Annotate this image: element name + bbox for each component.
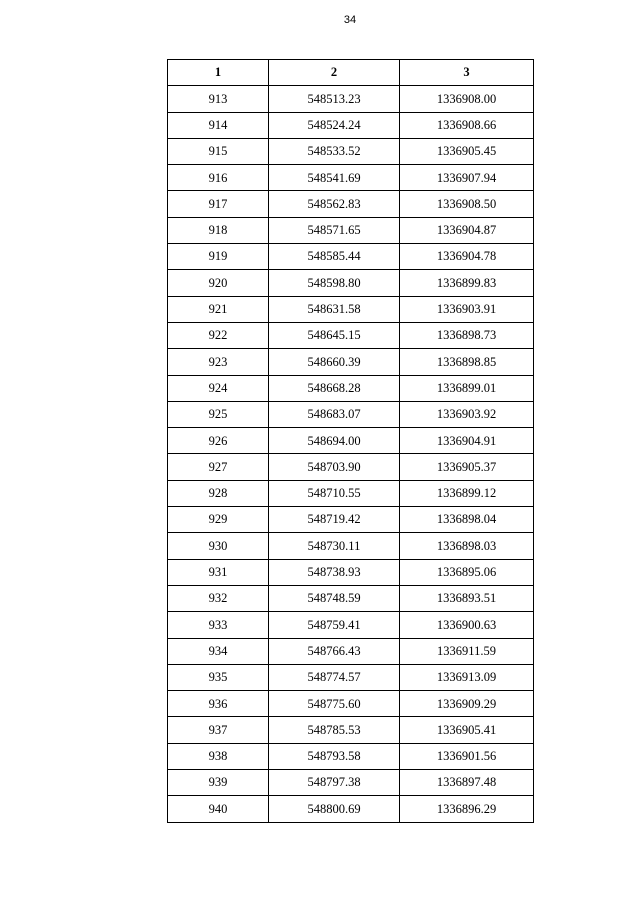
table-cell-col-3: 1336904.91 <box>400 428 534 454</box>
table-cell-col-1: 919 <box>168 244 269 270</box>
table-header <box>168 60 534 86</box>
table-cell-col-1: 929 <box>168 507 269 533</box>
table-cell-col-3: 1336903.91 <box>400 296 534 322</box>
table-cell-col-2: 548774.57 <box>269 664 400 690</box>
table-row <box>168 322 534 348</box>
table-cell-col-3: 1336896.29 <box>400 796 534 822</box>
table-row <box>168 112 534 138</box>
table-cell-col-2: 548645.15 <box>269 322 400 348</box>
table-cell-col-2: 548797.38 <box>269 770 400 796</box>
table-cell-col-1: 926 <box>168 428 269 454</box>
table-cell-col-3: 1336905.41 <box>400 717 534 743</box>
table-cell-col-3: 1336898.04 <box>400 507 534 533</box>
table-row <box>168 533 534 559</box>
table-cell-col-3: 1336900.63 <box>400 612 534 638</box>
table-row <box>168 296 534 322</box>
table-row <box>168 717 534 743</box>
table-cell-col-2: 548585.44 <box>269 244 400 270</box>
table-cell-col-2: 548631.58 <box>269 296 400 322</box>
table-cell-col-2: 548759.41 <box>269 612 400 638</box>
table-cell-col-3: 1336908.00 <box>400 86 534 112</box>
table-cell-col-3: 1336897.48 <box>400 770 534 796</box>
table-cell-col-2: 548738.93 <box>269 559 400 585</box>
table-cell-col-2: 548660.39 <box>269 349 400 375</box>
table-cell-col-3: 1336898.85 <box>400 349 534 375</box>
table-cell-col-1: 924 <box>168 375 269 401</box>
coordinates-table <box>167 59 534 823</box>
page-number: 34 <box>343 14 357 26</box>
table-body <box>168 86 534 822</box>
table-cell-col-1: 931 <box>168 559 269 585</box>
table-cell-col-3: 1336911.59 <box>400 638 534 664</box>
table-cell-col-1: 918 <box>168 217 269 243</box>
table-cell-col-1: 932 <box>168 585 269 611</box>
table-row <box>168 270 534 296</box>
table-cell-col-2: 548710.55 <box>269 480 400 506</box>
table-row <box>168 507 534 533</box>
table-cell-col-3: 1336908.50 <box>400 191 534 217</box>
table-row <box>168 244 534 270</box>
table-cell-col-2: 548524.24 <box>269 112 400 138</box>
table-cell-col-3: 1336899.83 <box>400 270 534 296</box>
table-cell-col-1: 922 <box>168 322 269 348</box>
table-cell-col-2: 548533.52 <box>269 138 400 164</box>
table-cell-col-1: 927 <box>168 454 269 480</box>
table-cell-col-1: 915 <box>168 138 269 164</box>
table-cell-col-2: 548793.58 <box>269 743 400 769</box>
table-row <box>168 86 534 112</box>
table-cell-col-2: 548683.07 <box>269 401 400 427</box>
table-cell-col-1: 933 <box>168 612 269 638</box>
table-row <box>168 165 534 191</box>
header-row <box>168 60 534 86</box>
table-cell-col-3: 1336898.03 <box>400 533 534 559</box>
table-cell-col-1: 936 <box>168 691 269 717</box>
table-row <box>168 612 534 638</box>
table-cell-col-1: 940 <box>168 796 269 822</box>
table-cell-col-3: 1336908.66 <box>400 112 534 138</box>
table-cell-col-3: 1336913.09 <box>400 664 534 690</box>
table-cell-col-1: 923 <box>168 349 269 375</box>
table-row <box>168 585 534 611</box>
table-row <box>168 638 534 664</box>
table-cell-col-1: 935 <box>168 664 269 690</box>
table-cell-col-3: 1336904.87 <box>400 217 534 243</box>
table-cell-col-1: 939 <box>168 770 269 796</box>
table-row <box>168 138 534 164</box>
table-row <box>168 664 534 690</box>
table-cell-col-1: 917 <box>168 191 269 217</box>
table-cell-col-3: 1336893.51 <box>400 585 534 611</box>
table-cell-col-2: 548513.23 <box>269 86 400 112</box>
table-cell-col-1: 925 <box>168 401 269 427</box>
table-cell-col-1: 938 <box>168 743 269 769</box>
table-cell-col-2: 548694.00 <box>269 428 400 454</box>
table-cell-col-3: 1336903.92 <box>400 401 534 427</box>
table-row <box>168 375 534 401</box>
table-cell-col-1: 916 <box>168 165 269 191</box>
table-row <box>168 770 534 796</box>
table-cell-col-1: 913 <box>168 86 269 112</box>
table-cell-col-2: 548800.69 <box>269 796 400 822</box>
table-cell-col-2: 548703.90 <box>269 454 400 480</box>
table-cell-col-1: 914 <box>168 112 269 138</box>
table-cell-col-2: 548668.28 <box>269 375 400 401</box>
table-row <box>168 480 534 506</box>
table-cell-col-1: 934 <box>168 638 269 664</box>
table-cell-col-1: 937 <box>168 717 269 743</box>
table-cell-col-2: 548562.83 <box>269 191 400 217</box>
table-cell-col-2: 548730.11 <box>269 533 400 559</box>
column-header-1: 1 <box>168 60 269 86</box>
table-cell-col-2: 548748.59 <box>269 585 400 611</box>
table-row <box>168 691 534 717</box>
table-cell-col-3: 1336905.37 <box>400 454 534 480</box>
table-row <box>168 559 534 585</box>
table-cell-col-3: 1336901.56 <box>400 743 534 769</box>
table-cell-col-3: 1336899.01 <box>400 375 534 401</box>
table-cell-col-1: 920 <box>168 270 269 296</box>
table-row <box>168 454 534 480</box>
table-cell-col-3: 1336898.73 <box>400 322 534 348</box>
table-cell-col-2: 548598.80 <box>269 270 400 296</box>
table-row <box>168 743 534 769</box>
table-cell-col-3: 1336899.12 <box>400 480 534 506</box>
column-header-3: 3 <box>400 60 534 86</box>
table-cell-col-1: 928 <box>168 480 269 506</box>
column-header-2: 2 <box>269 60 400 86</box>
table-row <box>168 349 534 375</box>
table-cell-col-3: 1336904.78 <box>400 244 534 270</box>
table-cell-col-2: 548541.69 <box>269 165 400 191</box>
table-row <box>168 191 534 217</box>
table-cell-col-3: 1336909.29 <box>400 691 534 717</box>
table-cell-col-2: 548775.60 <box>269 691 400 717</box>
table-cell-col-3: 1336907.94 <box>400 165 534 191</box>
table-row <box>168 428 534 454</box>
table-row <box>168 217 534 243</box>
table-row <box>168 401 534 427</box>
table-cell-col-2: 548766.43 <box>269 638 400 664</box>
table-row <box>168 796 534 822</box>
table-cell-col-3: 1336895.06 <box>400 559 534 585</box>
table-cell-col-3: 1336905.45 <box>400 138 534 164</box>
table-cell-col-2: 548571.65 <box>269 217 400 243</box>
table-cell-col-1: 921 <box>168 296 269 322</box>
table-cell-col-1: 930 <box>168 533 269 559</box>
table-cell-col-2: 548719.42 <box>269 507 400 533</box>
table-cell-col-2: 548785.53 <box>269 717 400 743</box>
